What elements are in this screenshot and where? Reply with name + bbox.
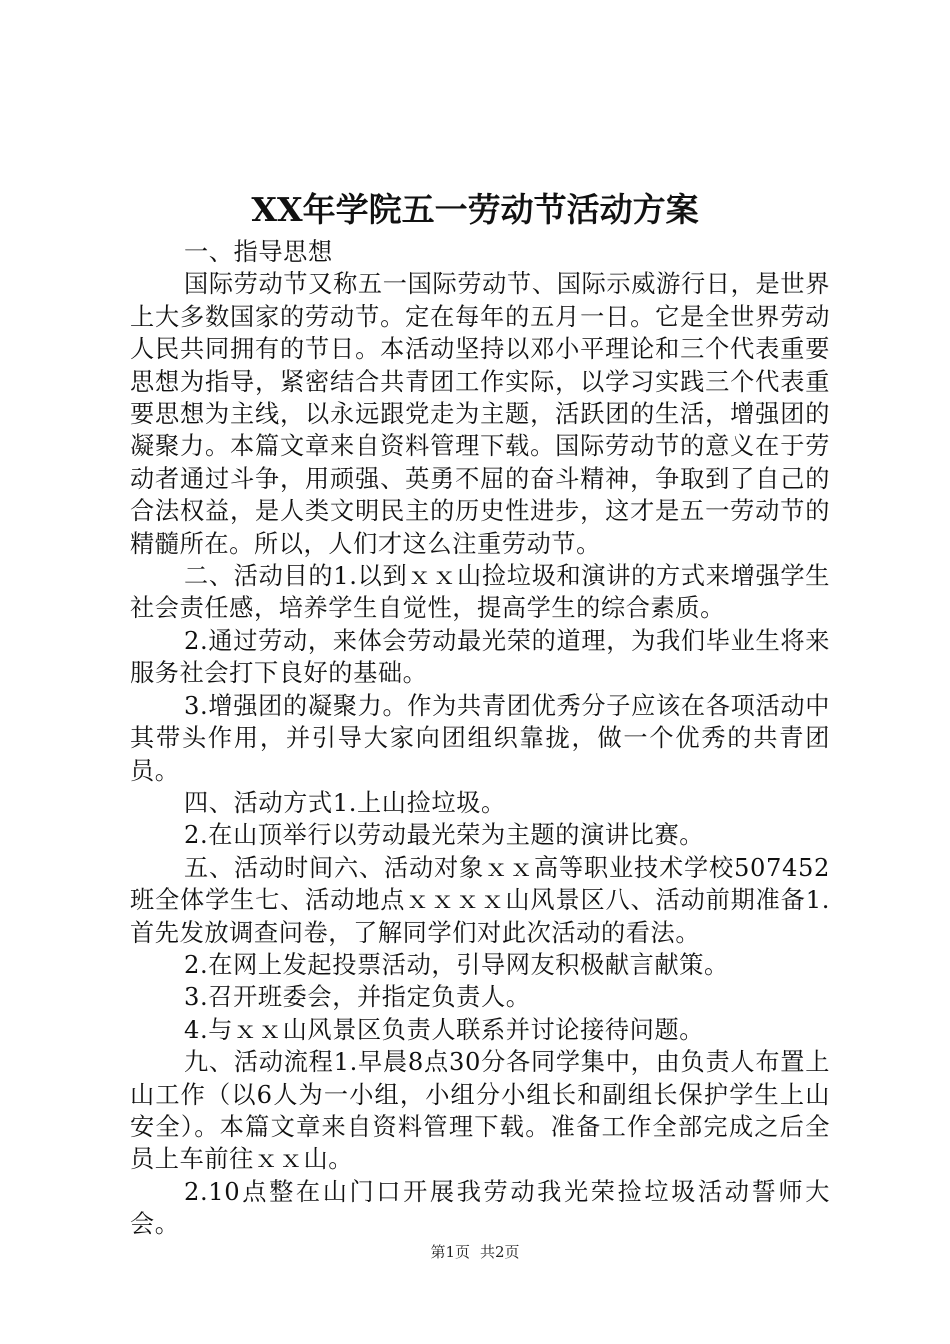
paragraph-guiding-thought-body: 国际劳动节又称五一国际劳动节、国际示威游行日，是世界上大多数国家的劳动节。定在每年的五月一日。它是全世界劳动人民共同拥有的节日。本活动坚持以邓小平理论和三个代表重要思想为指导，紧密结合共青团工作实际，以学习实践三个代表重要思想为主线，以永远跟党走为主题，活跃团的生活，增强团的凝聚力。本篇文章来自资料管理下载。国际劳动节的意义在于劳动者通过斗争，用顽强、英勇不屈的奋斗精神，争取到了自己的合法权益，是人类文明民主的历史性进步，这才是五一劳动节的精髓所在。所以，人们才这么注重劳动节。 — [130, 270, 830, 558]
paragraph-prep-item-3: 3.召开班委会，并指定负责人。 — [184, 983, 531, 1012]
paragraph-process-item-2: 2.10点整在山门口开展我劳动我光荣捡垃圾活动誓师大会。 — [130, 1177, 830, 1239]
document-body — [130, 236, 830, 1241]
paragraph-method-item-2: 2.在山顶举行以劳动最光荣为主题的演讲比赛。 — [184, 821, 705, 850]
page-number-total: 共2页 — [480, 1243, 520, 1261]
page-footer — [0, 1240, 950, 1264]
paragraph-activity-process: 九、活动流程1.早晨8点30分各同学集中，由负责人布置上山工作（以6人为一小组，小组分小组长和副组长保护学生上山安全）。本篇文章来自资料管理下载。准备工作全部完成之后全员上车前往ｘｘ山。 — [130, 1048, 830, 1174]
paragraph-purpose-item-2: 2.通过劳动，来体会劳动最光荣的道理，为我们毕业生将来服务社会打下良好的基础。 — [130, 626, 830, 688]
paragraph-prep-item-2: 2.在网上发起投票活动，引导网友积极献言献策。 — [184, 950, 729, 979]
paragraph-prep-item-4: 4.与ｘｘ山风景区负责人联系并讨论接待问题。 — [184, 1015, 705, 1044]
paragraph-time-target-location-prep: 五、活动时间六、活动对象ｘｘ高等职业技术学校507452班全体学生七、活动地点ｘｘｘｘ山风景区八、活动前期准备1.首先发放调查问卷，了解同学们对此次活动的看法。 — [130, 853, 830, 947]
paragraph-heading-guiding-thought: 一、指导思想 — [184, 238, 333, 266]
paragraph-activity-method: 四、活动方式1.上山捡垃圾。 — [184, 788, 506, 817]
page-number-current: 第1页 — [430, 1243, 470, 1261]
document-title: XX年学院五一劳动节活动方案 — [251, 190, 699, 229]
paragraph-purpose-item-3: 3.增强团的凝聚力。作为共青团优秀分子应该在各项活动中其带头作用，并引导大家向团组织靠拢，做一个优秀的共青团员。 — [130, 691, 830, 785]
paragraph-activity-purpose: 二、活动目的1.以到ｘｘ山捡垃圾和演讲的方式来增强学生社会责任感，培养学生自觉性，提高学生的综合素质。 — [130, 562, 830, 623]
